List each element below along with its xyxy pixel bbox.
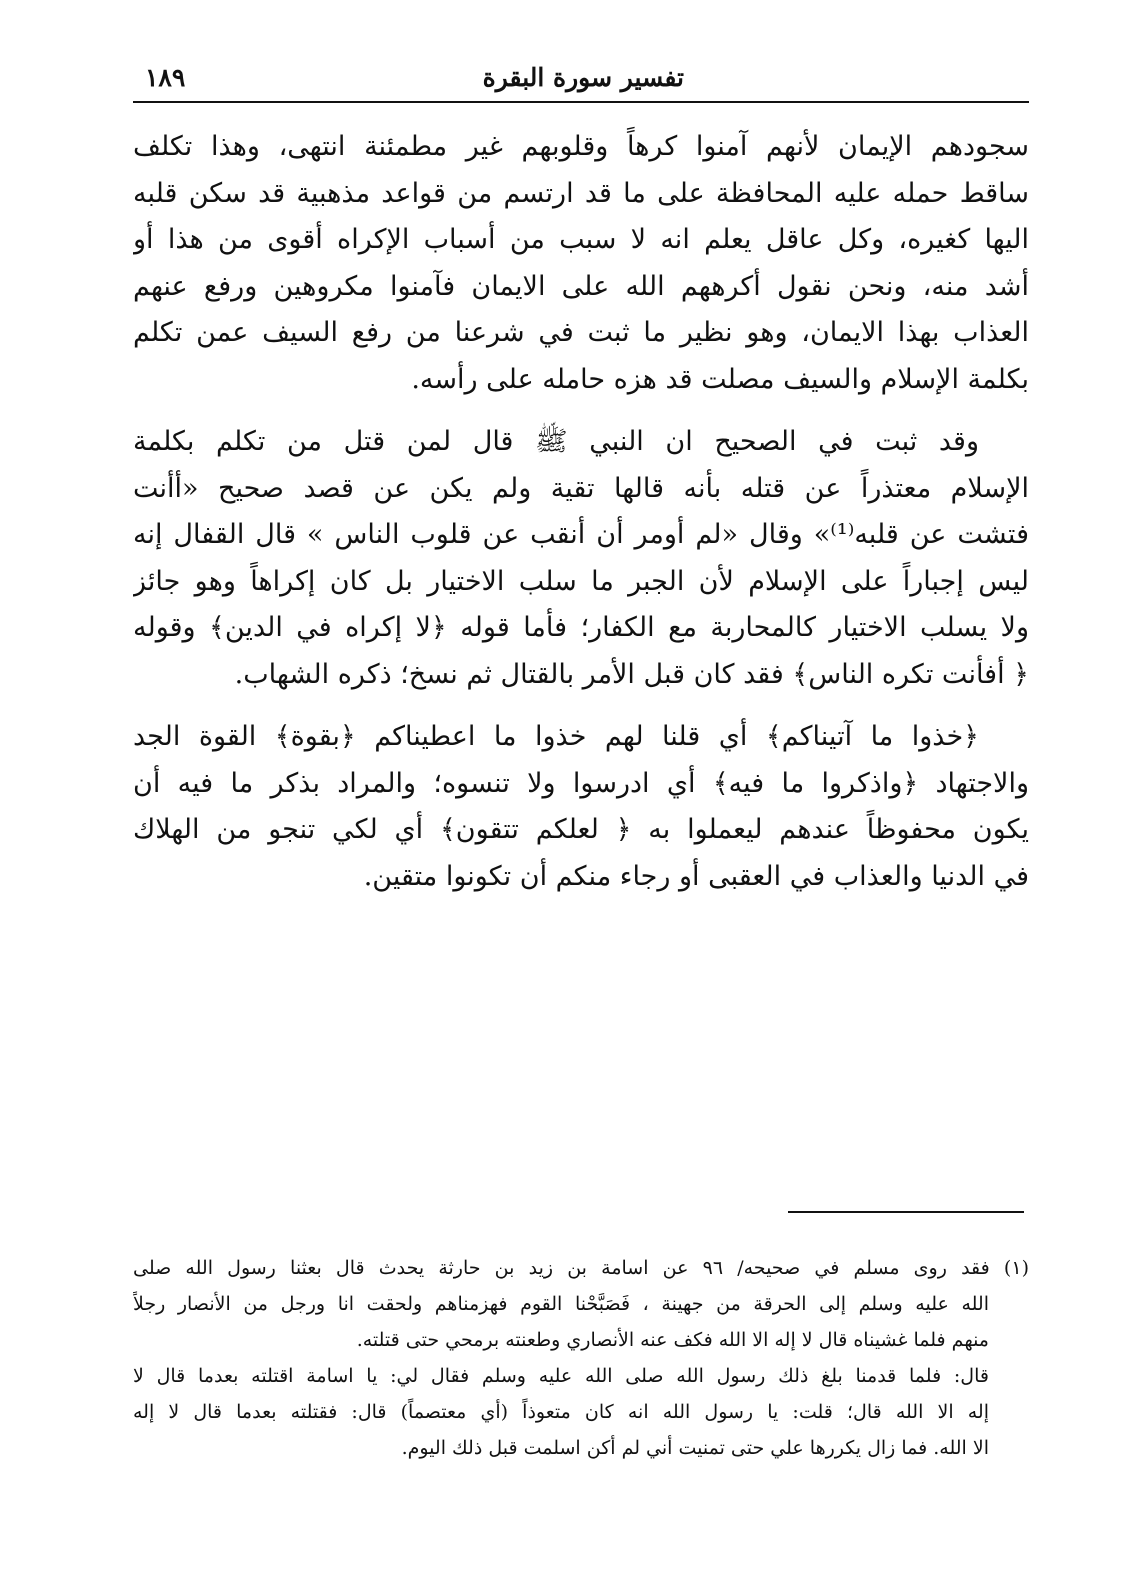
text-line: في الدنيا والعذاب في العقبى أو رجاء منكم أن تكونوا متقين.: [363, 860, 1029, 892]
header-rule: [133, 101, 1029, 103]
running-head: [133, 60, 1029, 100]
text-line: أشد منه، ونحن نقول أكرههم الله على الايمان فآمنوا مكروهين ورفع عنهم: [133, 270, 1029, 302]
text-line: ولا يسلب الاختيار كالمحاربة مع الكفار؛ فأما قوله ﴿لا إكراه في الدين﴾ وقوله: [133, 612, 1029, 643]
paragraph: [133, 419, 1029, 698]
text-line: الإسلام معتذراً عن قتله بأنه قالها تقية ولم يكن عن قصد صحيح «أأنت: [133, 472, 1029, 504]
text-line: العذاب بهذا الايمان، وهو نظير ما ثبت في شرعنا من رفع السيف عمن تكلم: [133, 317, 1029, 348]
footnote-line: قال: فلما قدمنا بلغ ذلك رسول الله صلى الله عليه وسلم فقال لي: يا اسامة اقتلته بعدما قال لا: [133, 1365, 989, 1387]
main-text: [133, 124, 1029, 900]
text-line: ساقط حمله عليه المحافظة على ما قد ارتسم من قواعد مذهبية قد سكن قلبه: [133, 177, 1029, 209]
text-line: بكلمة الإسلام والسيف مصلت قد هزه حامله على رأسه.: [411, 363, 1029, 395]
text-line: فتشت عن قلبه⁽¹⁾» وقال «لم أومر أن أنقب عن قلوب الناس » قال القفال إنه: [133, 519, 1029, 550]
footnote-line: الله عليه وسلم إلى الحرقة من جهينة ، فَصَبَّحْنا القوم فهزمناهم ولحقت انا ورجل من الأنصار رجلاً: [133, 1293, 989, 1315]
page-title: تفسير سورة البقرة: [482, 63, 684, 92]
text-line: ﴿ أفأنت تكره الناس﴾ فقد كان قبل الأمر بالقتال ثم نسخ؛ ذكره الشهاب.: [234, 658, 1029, 690]
text-line: ليس إجباراً على الإسلام لأن الجبر ما سلب الاختيار بل كان إكراهاً وهو جائز: [133, 565, 1029, 597]
text-line: وقد ثبت في الصحيح ان النبي ﷺ قال لمن قتل من تكلم بكلمة: [133, 426, 979, 457]
text-line: اليها كغيره، وكل عاقل يعلم انه لا سبب من أسباب الإكراه أقوى من هذا أو: [133, 224, 1029, 255]
text-line: والاجتهاد ﴿واذكروا ما فيه﴾ أي ادرسوا ولا تنسوه؛ والمراد بذكر ما فيه أن: [133, 767, 1029, 799]
footnote-line: [133, 1250, 1029, 1286]
footnote-text: فقد روى مسلم في صحيحه/ ٩٦ عن اسامة بن زيد بن حارثة يحدث قال بعثنا رسول الله صلى: [133, 1257, 990, 1279]
footnote-line: إله الا الله قال؛ قلت: يا رسول الله انه كان متعوذاً (أي معتصماً) قال: فقتلته بعدما قال لا إله: [133, 1401, 989, 1423]
text-line: ﴿خذوا ما آتيناكم﴾ أي قلنا لهم خذوا ما اعطيناكم ﴿بقوة﴾ القوة الجد: [133, 721, 979, 752]
page-number: ١٨٩: [145, 63, 186, 92]
footnote-rule: [788, 1211, 1024, 1213]
paragraph: [133, 124, 1029, 403]
text-line: سجودهم الإيمان لأنهم آمنوا كرهاً وقلوبهم غير مطمئنة انتهى، وهذا تكلف: [133, 131, 1029, 162]
footnote: [133, 1250, 1029, 1466]
footnotes: [133, 1250, 1029, 1466]
footnote-line: الا الله. فما زال يكررها علي حتى تمنيت أني لم أكن اسلمت قبل ذلك اليوم.: [401, 1437, 989, 1459]
footnote-marker: (١): [1003, 1257, 1029, 1279]
text-line: يكون محفوظاً عندهم ليعملوا به ﴿ لعلكم تتقون﴾ أي لكي تنجو من الهلاك: [133, 814, 1029, 845]
footnote-line: منهم فلما غشيناه قال لا إله الا الله فكف عنه الأنصاري وطعنته برمحي حتى قتلته.: [356, 1329, 989, 1351]
paragraph: [133, 714, 1029, 900]
